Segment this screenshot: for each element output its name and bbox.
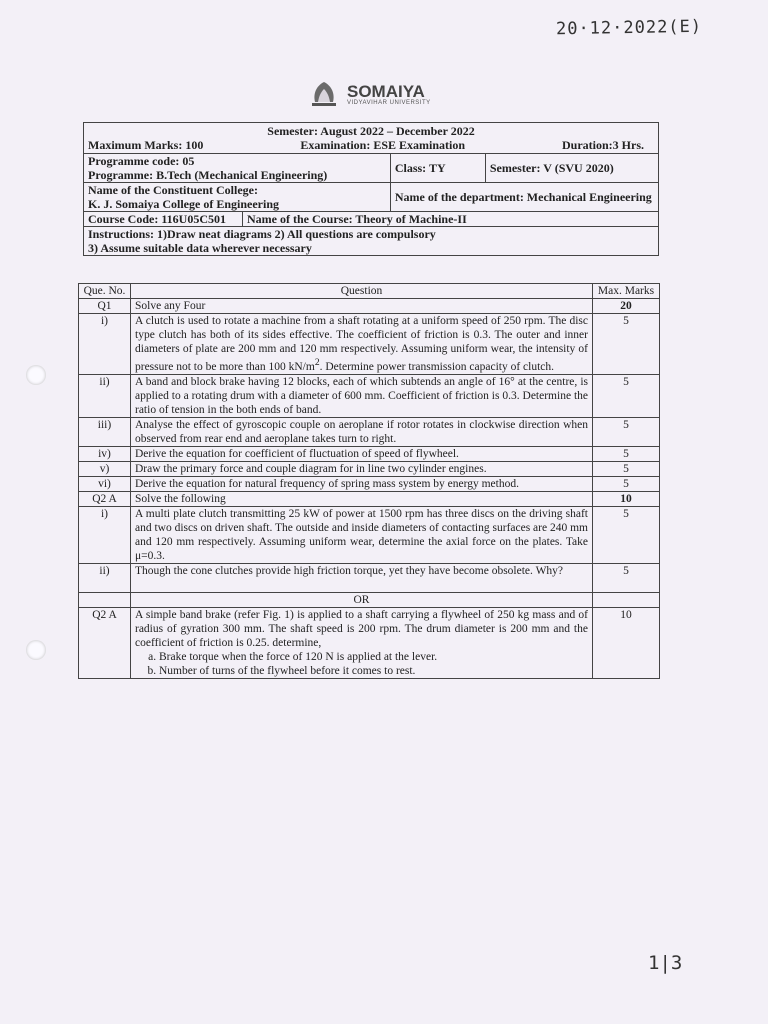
question-marks: 20	[593, 299, 660, 314]
question-text	[131, 314, 593, 375]
logo-subtitle: VIDYAVIHAR UNIVERSITY	[347, 100, 431, 106]
class-cell	[390, 154, 485, 183]
college-cell	[84, 183, 391, 212]
exam-header-table	[83, 122, 659, 256]
question-table	[78, 283, 660, 679]
question-text-main: A simple band brake (refer Fig. 1) is applied to a shaft carrying a flywheel of 250 kg mass and of radius of gyration 300 mm. The shaft speed is 200 rpm. The drum diameter is 200 mm and the coefficient of friction is 0.25. determine,	[135, 608, 588, 649]
logo-name: SOMAIYA	[347, 82, 425, 101]
column-header-no: Que. No.	[79, 284, 131, 299]
programme-name: Programme: B.Tech (Mechanical Engineering)	[88, 168, 328, 182]
question-text: A band and block brake having 12 blocks, each of which subtends an angle of 16° at the centre, is applied to a rotating drum with a diameter of 600 mm. Coefficient of friction is 0.3. Determine the ratio of tension in the both ends of band.	[131, 374, 593, 417]
question-number: v)	[79, 461, 131, 476]
course-name: Name of the Course: Theory of Machine-II	[247, 212, 467, 226]
question-text-part: . Determine power transmission capacity of clutch.	[319, 360, 555, 373]
university-logo	[307, 80, 431, 110]
question-marks: 5	[593, 476, 660, 491]
question-marks: 10	[593, 607, 660, 678]
question-number: i)	[79, 506, 131, 563]
table-row	[79, 446, 660, 461]
table-row	[79, 491, 660, 506]
column-header-marks: Max. Marks	[593, 284, 660, 299]
table-row	[79, 461, 660, 476]
column-header-question: Question	[131, 284, 593, 299]
question-number: i)	[79, 314, 131, 375]
question-number: Q2 A	[79, 607, 131, 678]
question-text: Solve the following	[131, 491, 593, 506]
question-marks: 5	[593, 563, 660, 592]
semester-number: Semester: V (SVU 2020)	[489, 161, 614, 175]
somaiya-emblem-icon	[307, 80, 341, 110]
question-number: ii)	[79, 374, 131, 417]
question-number: Q2 A	[79, 491, 131, 506]
question-text: Derive the equation for coefficient of fluctuation of speed of flywheel.	[131, 446, 593, 461]
instructions-cell	[84, 227, 659, 256]
question-text: Analyse the effect of gyroscopic couple on aeroplane if rotor rotates in clockwise direction when observed from rear end and aeroplane takes turn to right.	[131, 417, 593, 446]
table-row	[79, 592, 660, 607]
question-text: Derive the equation for natural frequency of spring mass system by energy method.	[131, 476, 593, 491]
course-name-cell	[243, 212, 659, 227]
question-text-part: A clutch is used to rotate a machine from a shaft rotating at a uniform speed of 250 rpm. The disc type clutch has both of its sides effective. The coefficient of friction is 0.3. The outer and inner diameters of plate are 200 mm and 120 mm respectively. Assuming uniform wear, the intensity of pressure not to be more than 100 kN/m	[135, 315, 588, 373]
table-row	[79, 374, 660, 417]
punch-hole	[26, 365, 46, 385]
question-marks: 5	[593, 461, 660, 476]
question-text: Solve any Four	[131, 299, 593, 314]
sub-question-b: b. Number of turns of the flywheel before it comes to rest.	[159, 664, 588, 678]
header-row-exam	[84, 123, 659, 154]
programme-code: Programme code: 05	[88, 154, 195, 168]
question-text: Though the cone clutches provide high friction torque, yet they have become obsolete. Why?	[131, 563, 593, 592]
page-number: 1|3	[648, 952, 683, 974]
question-marks: 5	[593, 506, 660, 563]
question-marks: 5	[593, 374, 660, 417]
table-row	[79, 506, 660, 563]
table-row	[79, 417, 660, 446]
sub-question-a: a. Brake torque when the force of 120 N is applied at the lever.	[159, 650, 588, 664]
empty-cell	[79, 592, 131, 607]
examination: Examination: ESE Examination	[300, 138, 466, 152]
question-number: iv)	[79, 446, 131, 461]
question-marks: 5	[593, 446, 660, 461]
question-marks: 10	[593, 491, 660, 506]
or-label: OR	[131, 592, 593, 607]
question-marks: 5	[593, 417, 660, 446]
college-label: Name of the Constituent College:	[88, 183, 258, 197]
department-cell	[390, 183, 658, 212]
question-number: ii)	[79, 563, 131, 592]
class-label: Class: TY	[394, 161, 446, 175]
superscript: 2	[314, 357, 320, 368]
question-marks: 5	[593, 314, 660, 375]
semester-no-cell	[485, 154, 658, 183]
handwritten-date: 20·12·2022(E)	[555, 16, 703, 40]
instructions-line-1: Instructions: 1)Draw neat diagrams 2) All questions are compulsory	[88, 227, 436, 241]
sub-question-list	[135, 650, 588, 678]
programme-cell	[84, 154, 391, 183]
course-code-cell	[84, 212, 243, 227]
course-code: Course Code: 116U05C501	[88, 212, 226, 226]
empty-cell	[593, 592, 660, 607]
semester-text: Semester: August 2022 – December 2022	[267, 124, 475, 138]
question-text: Draw the primary force and couple diagram for in line two cylinder engines.	[131, 461, 593, 476]
table-header-row	[79, 284, 660, 299]
duration: Duration:3 Hrs.	[562, 138, 644, 152]
table-row	[79, 476, 660, 491]
table-row	[79, 607, 660, 678]
max-marks: Maximum Marks: 100	[88, 138, 204, 152]
question-number: iii)	[79, 417, 131, 446]
table-row	[79, 314, 660, 375]
department-name: Name of the department: Mechanical Engineering	[394, 190, 652, 204]
punch-hole	[26, 640, 46, 660]
question-number: Q1	[79, 299, 131, 314]
question-text	[131, 607, 593, 678]
instructions-line-2: 3) Assume suitable data wherever necessary	[88, 241, 312, 255]
question-text: A multi plate clutch transmitting 25 kW of power at 1500 rpm has three discs on the driving shaft and two discs on driven shaft. The outside and inside diameters of contacting surfaces are 240 mm and 120 mm respectively. Assuming uniform wear, determine the axial force on the plates. Take μ=0.3.	[131, 506, 593, 563]
question-number: vi)	[79, 476, 131, 491]
table-row	[79, 299, 660, 314]
college-name: K. J. Somaiya College of Engineering	[88, 197, 279, 211]
table-row	[79, 563, 660, 592]
